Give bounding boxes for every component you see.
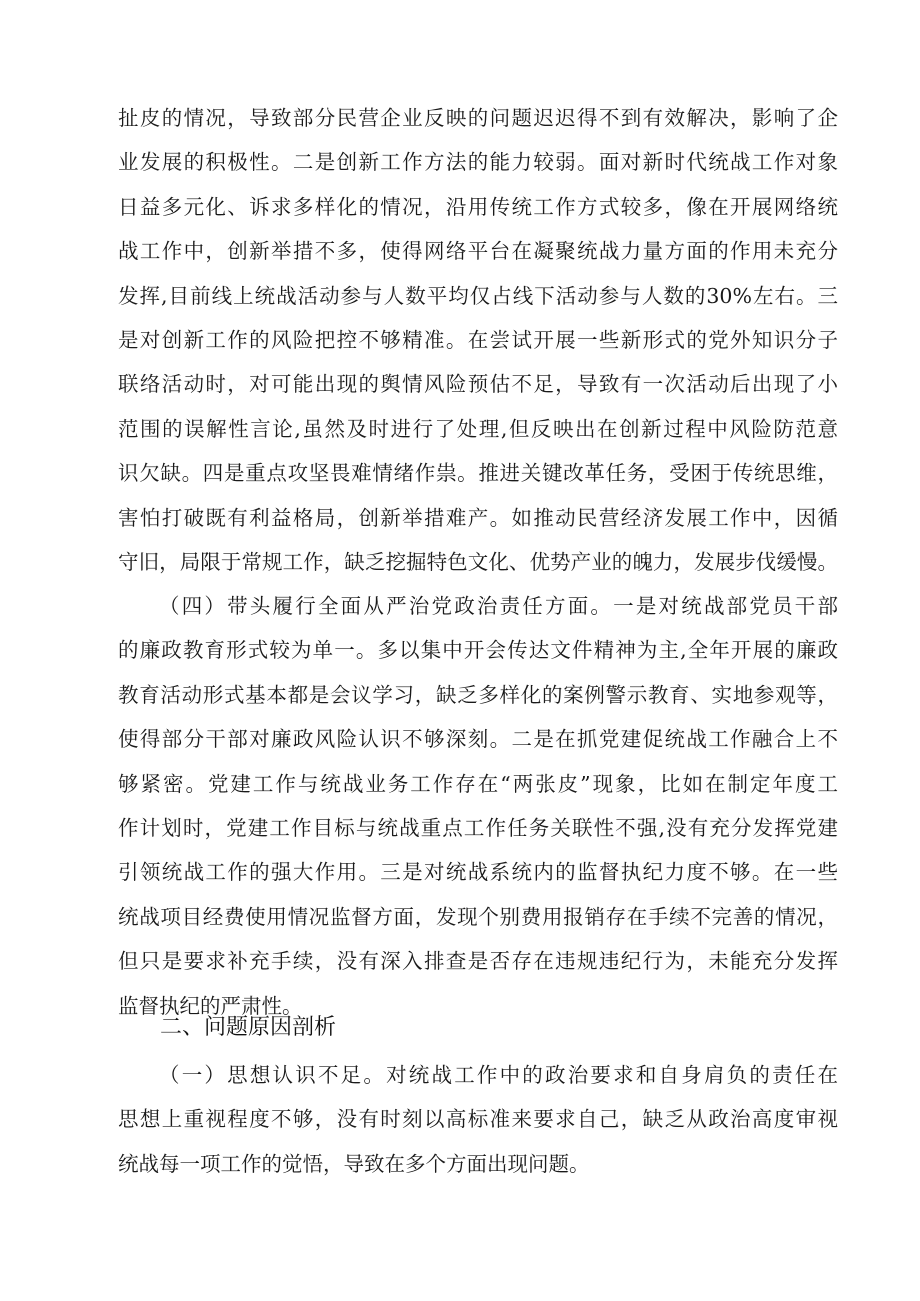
text-line: 发挥,目前线上统战活动参与人数平均仅占线下活动参与人数的30%左右。三 <box>118 283 838 308</box>
text-line: 扯皮的情况，导致部分民营企业反映的问题迟迟得不到有效解决，影响了企 <box>118 106 838 130</box>
text-line: 战工作中，创新举措不多，使得网络平台在凝聚统战力量方面的作用未充分 <box>118 239 838 264</box>
text-line: 识欠缺。四是重点攻坚畏难情绪作祟。推进关键改革任务，受困于传统思维， <box>118 461 838 486</box>
text-line: 是对创新工作的风险把控不够精准。在尝试开展一些新形式的党外知识分子 <box>118 327 838 352</box>
text-line: 业发展的积极性。二是创新工作方法的能力较弱。面对新时代统战工作对象 <box>118 150 838 175</box>
text-line: 作计划时，党建工作目标与统战重点工作任务关联性不强,没有充分发挥党建 <box>118 815 838 840</box>
text-line: 守旧，局限于常规工作，缺乏挖掘特色文化、优势产业的魄力，发展步伐缓慢。 <box>118 549 838 574</box>
text-line: 使得部分干部对廉政风险认识不够深刻。二是在抓党建促统战工作融合上不 <box>118 727 838 752</box>
text-line: 范围的误解性言论,虽然及时进行了处理,但反映出在创新过程中风险防范意 <box>118 416 838 441</box>
text-line: 害怕打破既有利益格局，创新举措难产。如推动民营经济发展工作中，因循 <box>118 505 838 530</box>
text-line: 日益多元化、诉求多样化的情况，沿用传统工作方式较多，像在开展网络统 <box>118 194 838 219</box>
paragraph-continuation <box>118 96 838 584</box>
text-line: 够紧密。党建工作与统战业务工作存在“两张皮”现象，比如在制定年度工 <box>118 771 838 796</box>
text-line: 统战项目经费使用情况监督方面，发现个别费用报销存在手续不完善的情况， <box>118 904 838 929</box>
text-line: 但只是要求补充手续，没有深入排查是否存在违规违纪行为，未能充分发挥 <box>118 949 838 974</box>
paragraph-cause-analysis <box>118 1053 838 1186</box>
text-line: （四）带头履行全面从严治党政治责任方面。一是对统战部党员干部 <box>159 594 838 618</box>
text-line: 统战每一项工作的觉悟，导致在多个方面出现问题。 <box>118 1151 590 1176</box>
paragraph-party-governance <box>118 584 838 1028</box>
text-line: 联络活动时，对可能出现的舆情风险预估不足，导致有一次活动后出现了小 <box>118 372 838 397</box>
text-line: 监督执纪的严肃性。 <box>118 993 303 1018</box>
text-line: 思想上重视程度不够，没有时刻以高标准来要求自己，缺乏从政治高度审视 <box>118 1107 838 1132</box>
text-line: 引领统战工作的强大作用。三是对统战系统内的监督执纪力度不够。在一些 <box>118 860 838 885</box>
text-line: 教育活动形式基本都是会议学习，缺乏多样化的案例警示教育、实地参观等， <box>118 682 838 707</box>
text-line: （一）思想认识不足。对统战工作中的政治要求和自身肩负的责任在 <box>159 1063 838 1087</box>
text-line: 的廉政教育形式较为单一。多以集中开会传达文件精神为主,全年开展的廉政 <box>118 638 838 663</box>
section-heading: 二、问题原因剖析 <box>160 1015 337 1040</box>
